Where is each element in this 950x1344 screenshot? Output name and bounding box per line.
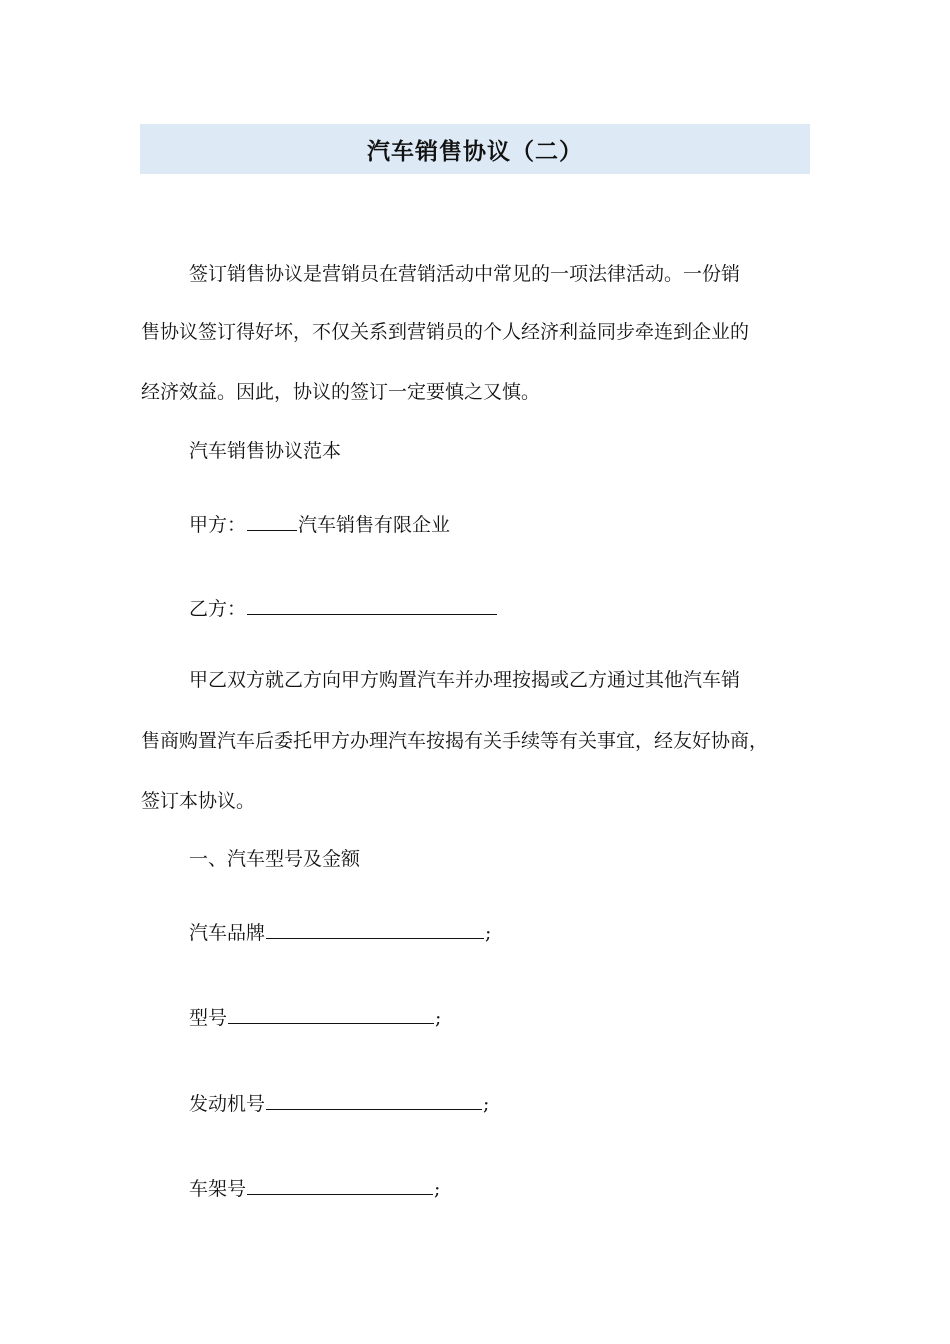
party-b-label: 乙方： (189, 598, 247, 620)
intro-line-1: 签订销售协议是营销员在营销活动中常见的一项法律活动。一份销 (189, 263, 741, 285)
field-brand-terminator: ; (485, 922, 492, 944)
field-model-blank[interactable] (228, 1003, 434, 1024)
intro-line-2: 售协议签订得好坏，不仅关系到营销员的个人经济利益同步牵连到企业的 (141, 321, 750, 343)
document-title: 汽车销售协议（二） (367, 137, 583, 165)
party-a-line (189, 510, 450, 537)
field-model-terminator: ; (435, 1007, 442, 1029)
field-engine-label: 发动机号 (189, 1093, 266, 1115)
party-a-label: 甲方： (189, 514, 247, 536)
field-frame-label: 车架号 (189, 1178, 247, 1200)
preamble-line-1: 甲乙双方就乙方向甲方购置汽车并办理按揭或乙方通过其他汽车销 (189, 669, 741, 691)
field-model-line (189, 1003, 441, 1030)
field-frame-line (189, 1174, 440, 1201)
field-brand-blank[interactable] (266, 918, 484, 939)
field-model-label: 型号 (189, 1007, 228, 1029)
field-engine-terminator: ; (483, 1093, 490, 1115)
field-frame-blank[interactable] (247, 1174, 433, 1195)
section-1-heading: 一、汽车型号及金额 (189, 848, 361, 870)
intro-line-3: 经济效益。因此，协议的签订一定要慎之又慎。 (141, 381, 541, 403)
field-engine-blank[interactable] (266, 1089, 482, 1110)
party-a-name: 汽车销售有限企业 (298, 514, 451, 536)
party-a-blank[interactable] (247, 510, 297, 531)
field-engine-line (189, 1089, 489, 1116)
field-brand-label: 汽车品牌 (189, 922, 266, 944)
preamble-line-2: 售商购置汽车后委托甲方办理汽车按揭有关手续等有关事宜，经友好协商， (141, 730, 769, 752)
field-frame-terminator: ; (434, 1178, 441, 1200)
party-b-blank[interactable] (247, 594, 497, 615)
title-band (140, 124, 810, 174)
party-b-line (189, 594, 498, 621)
preamble-line-3: 签订本协议。 (141, 790, 256, 812)
field-brand-line (189, 918, 491, 945)
template-heading: 汽车销售协议范本 (189, 440, 342, 462)
